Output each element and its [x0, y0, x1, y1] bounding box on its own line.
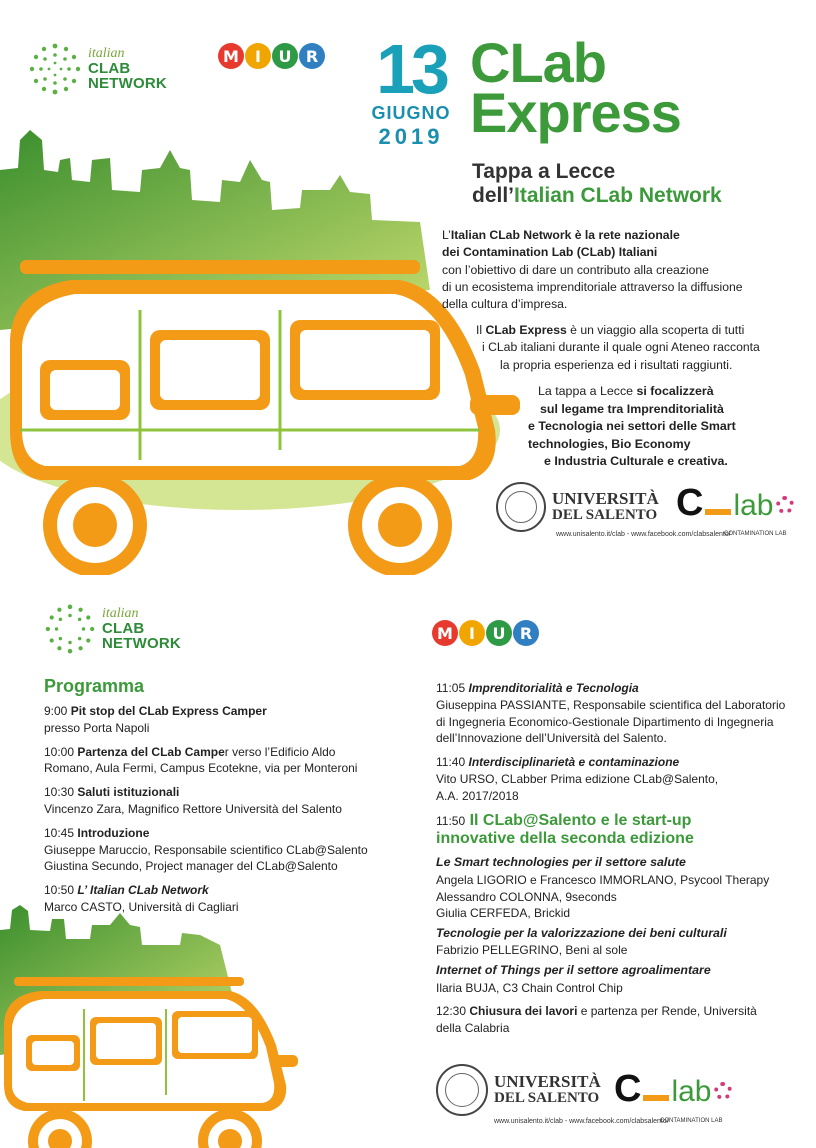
- date-day: 13: [376, 30, 446, 108]
- event-desc: Giuseppe Maruccio, Responsabile scientifico CLab@Salento: [44, 842, 368, 857]
- event-subitem: [436, 925, 808, 959]
- event-desc: della Calabria: [436, 1021, 510, 1036]
- event-title: Imprenditorialità e Tecnologia: [468, 681, 639, 695]
- event-time: 11:40: [436, 755, 466, 770]
- event-time: 10:00: [44, 744, 75, 759]
- event-date: [368, 30, 454, 150]
- intro-paragraph-3: [528, 383, 813, 471]
- logo-network-2: NETWORK: [102, 635, 181, 652]
- event-desc: Vito URSO, CLabber Prima edizione CLab@Salento,: [436, 771, 719, 786]
- event-title-rest: r verso l’Edificio Aldo: [224, 744, 336, 759]
- logo-italian-2: italian: [102, 606, 139, 621]
- event-time: 10:50: [44, 883, 75, 898]
- title-line1: CLab: [470, 31, 606, 94]
- miur-letter-r: R: [513, 620, 539, 646]
- event-item: [44, 882, 394, 916]
- clab-sub-2: CONTAMINATION LAB: [660, 1118, 723, 1124]
- miur-letter-r: R: [299, 43, 325, 69]
- date-year: 2019: [378, 124, 444, 149]
- event-item: [44, 703, 394, 737]
- unisalento-logo: [496, 482, 659, 532]
- event-item: [44, 825, 394, 875]
- uni-line1-2: UNIVERSITÀ: [494, 1072, 601, 1092]
- programme-left-column: [44, 703, 394, 923]
- clab-lab: lab: [733, 489, 774, 523]
- clab-network-logo: [28, 42, 167, 96]
- clab-c: C: [614, 1068, 642, 1110]
- p1-line5: della cultura d’impresa.: [442, 297, 568, 312]
- p2-bold: CLab Express: [485, 323, 567, 337]
- links-text: www.unisalento.it/clab - www.facebook.com/clabsalento/: [556, 531, 731, 538]
- event-desc: di Ingegneria Economico-Gestionale Dipartimento di Ingegneria: [436, 714, 774, 729]
- miur-letter-i: I: [245, 43, 271, 69]
- p2-line2: i CLab italiani durante il quale ogni Ateneo racconta: [482, 340, 760, 355]
- uni-line2-2: DEL SALENTO: [494, 1090, 600, 1107]
- event-highlight: [436, 812, 808, 849]
- tappa-line1: Tappa a Lecce: [472, 160, 616, 183]
- event-desc: dell’Innovazione dell’Università del Salento.: [436, 731, 667, 746]
- university-seal-icon: [436, 1064, 488, 1116]
- event-desc: Marco CASTO, Università di Cagliari: [44, 899, 239, 914]
- p2-pre: Il: [476, 323, 486, 337]
- event-desc: Romano, Aula Fermi, Campus Ecotekne, via per Monteroni: [44, 761, 358, 776]
- event-title: Saluti istituzionali: [77, 785, 180, 800]
- miur-logo-2: [432, 620, 539, 646]
- clab-salento-logo: [676, 482, 794, 524]
- programme-title: Programma: [44, 676, 145, 696]
- logo-italian: italian: [88, 46, 125, 61]
- subitem-desc: Alessandro COLONNA, 9seconds: [436, 889, 617, 904]
- miur-letter-m: M: [218, 43, 244, 69]
- subitem-title: Le Smart technologies per il settore salute: [436, 855, 686, 870]
- event-time: 11:50: [436, 813, 466, 828]
- event-desc: e partenza per Rende, Università: [577, 1004, 757, 1019]
- event-item: [44, 744, 394, 778]
- subitem-desc: Angela LIGORIO e Francesco IMMORLANO, Psycool Therapy: [436, 872, 770, 887]
- event-title: Chiusura dei lavori: [469, 1004, 578, 1019]
- gear-icon: [714, 1082, 732, 1100]
- miur-letter-i: I: [459, 620, 485, 646]
- p1-pre: L’: [442, 228, 451, 242]
- p1-bold1: Italian CLab Network è la rete nazionale: [450, 228, 680, 242]
- programme-right-column: [436, 680, 808, 1044]
- p3-bold3: e Tecnologia nei settori delle Smart: [528, 419, 736, 434]
- p3-bold4: technologies, Bio Economy: [528, 436, 691, 451]
- event-time: 10:45: [44, 825, 75, 840]
- event-time: 12:30: [436, 1004, 467, 1019]
- date-month: GIUGNO: [371, 103, 451, 123]
- uni-line2: DEL SALENTO: [552, 507, 658, 524]
- p3-bold1: si focalizzerà: [636, 384, 714, 398]
- logo-clab: CLAB: [88, 60, 131, 77]
- clab-salento-logo-2: [614, 1068, 732, 1110]
- event-time: 11:05: [436, 681, 466, 695]
- subitem-desc: Giulia CERFEDA, Brickid: [436, 906, 571, 921]
- clab-lab: lab: [671, 1075, 712, 1109]
- camper-van-illustration-small: [0, 905, 300, 1148]
- miur-letter-m: M: [432, 620, 458, 646]
- event-item: [44, 784, 394, 818]
- event-title: L’ Italian CLab Network: [77, 883, 209, 898]
- miur-letter-u: U: [486, 620, 512, 646]
- event-desc: Vincenzo Zara, Magnifico Rettore Università del Salento: [44, 801, 342, 816]
- tappa-network: Italian CLab Network: [514, 184, 722, 208]
- event-subitem: [436, 962, 808, 996]
- subitem-title: Internet of Things per il settore agroalimentare: [436, 963, 711, 978]
- subitem-title: Tecnologie per la valorizzazione dei beni culturali: [436, 926, 727, 941]
- gear-icon: [776, 496, 794, 514]
- event-desc: presso Porta Napoli: [44, 720, 150, 735]
- miur-logo: [218, 43, 325, 69]
- event-item: [436, 754, 808, 804]
- subitem-desc: Fabrizio PELLEGRINO, Beni al sole: [436, 943, 628, 958]
- event-title-2: innovative della seconda edizione: [436, 829, 694, 847]
- logo-network: NETWORK: [88, 75, 167, 92]
- event-title: [470, 31, 681, 145]
- intro-paragraph-1: [442, 227, 812, 314]
- subtitle: [472, 160, 722, 208]
- clab-underscore-icon: [643, 1095, 669, 1101]
- university-seal-icon: [496, 482, 546, 532]
- clab-sub: CONTAMINATION LAB: [724, 531, 787, 537]
- logo-clab-2: CLAB: [102, 620, 145, 637]
- clab-network-logo-2: [44, 603, 181, 655]
- tappa-prefix: dell’: [472, 184, 515, 208]
- event-subitem: [436, 854, 808, 922]
- p2-line1: è un viaggio alla scoperta di tutti: [566, 323, 745, 337]
- p1-line4: di un ecosistema imprenditoriale attraverso la diffusione: [442, 279, 743, 294]
- event-item: [436, 680, 808, 747]
- event-time: 10:30: [44, 785, 75, 800]
- unisalento-logo-2: [436, 1064, 601, 1116]
- event-title: Introduzione: [77, 825, 150, 840]
- event-title: Partenza del CLab Campe: [77, 744, 225, 759]
- p3-bold2: sul legame tra Imprenditorialità: [540, 401, 724, 416]
- title-line2: Express: [470, 81, 681, 145]
- p3-pre: La tappa a Lecce: [538, 384, 637, 398]
- dotted-circle-icon: [28, 42, 82, 96]
- event-title: Interdisciplinarietà e contaminazione: [468, 755, 680, 770]
- p1-bold2: dei Contamination Lab (CLab) Italiani: [442, 245, 658, 260]
- event-item: [436, 1003, 808, 1037]
- event-desc: Giustina Secundo, Project manager del CLab@Salento: [44, 859, 338, 874]
- clab-underscore-icon: [705, 509, 731, 515]
- event-desc: A.A. 2017/2018: [436, 788, 519, 803]
- p3-bold5: e Industria Culturale e creativa.: [544, 454, 728, 469]
- links-text-2: www.unisalento.it/clab - www.facebook.com/clabsalento/: [494, 1118, 669, 1125]
- intro-paragraph-2: [476, 322, 806, 374]
- miur-letter-u: U: [272, 43, 298, 69]
- p2-line3: la propria esperienza ed i risultati raggiunti.: [500, 357, 733, 372]
- dotted-circle-icon: [44, 603, 96, 655]
- event-time: 9:00: [44, 704, 68, 718]
- p1-line3: con l’obiettivo di dare un contributo alla creazione: [442, 262, 709, 277]
- event-title: Pit stop del CLab Express Camper: [70, 704, 267, 718]
- subitem-desc: Ilaria BUJA, C3 Chain Control Chip: [436, 980, 623, 995]
- camper-van-illustration: [0, 130, 530, 575]
- uni-line1: UNIVERSITÀ: [552, 489, 659, 509]
- event-desc: Giuseppina PASSIANTE, Responsabile scientifica del Laboratorio: [436, 697, 786, 712]
- event-title: Il CLab@Salento e le start-up: [469, 811, 692, 829]
- clab-c: C: [676, 482, 704, 524]
